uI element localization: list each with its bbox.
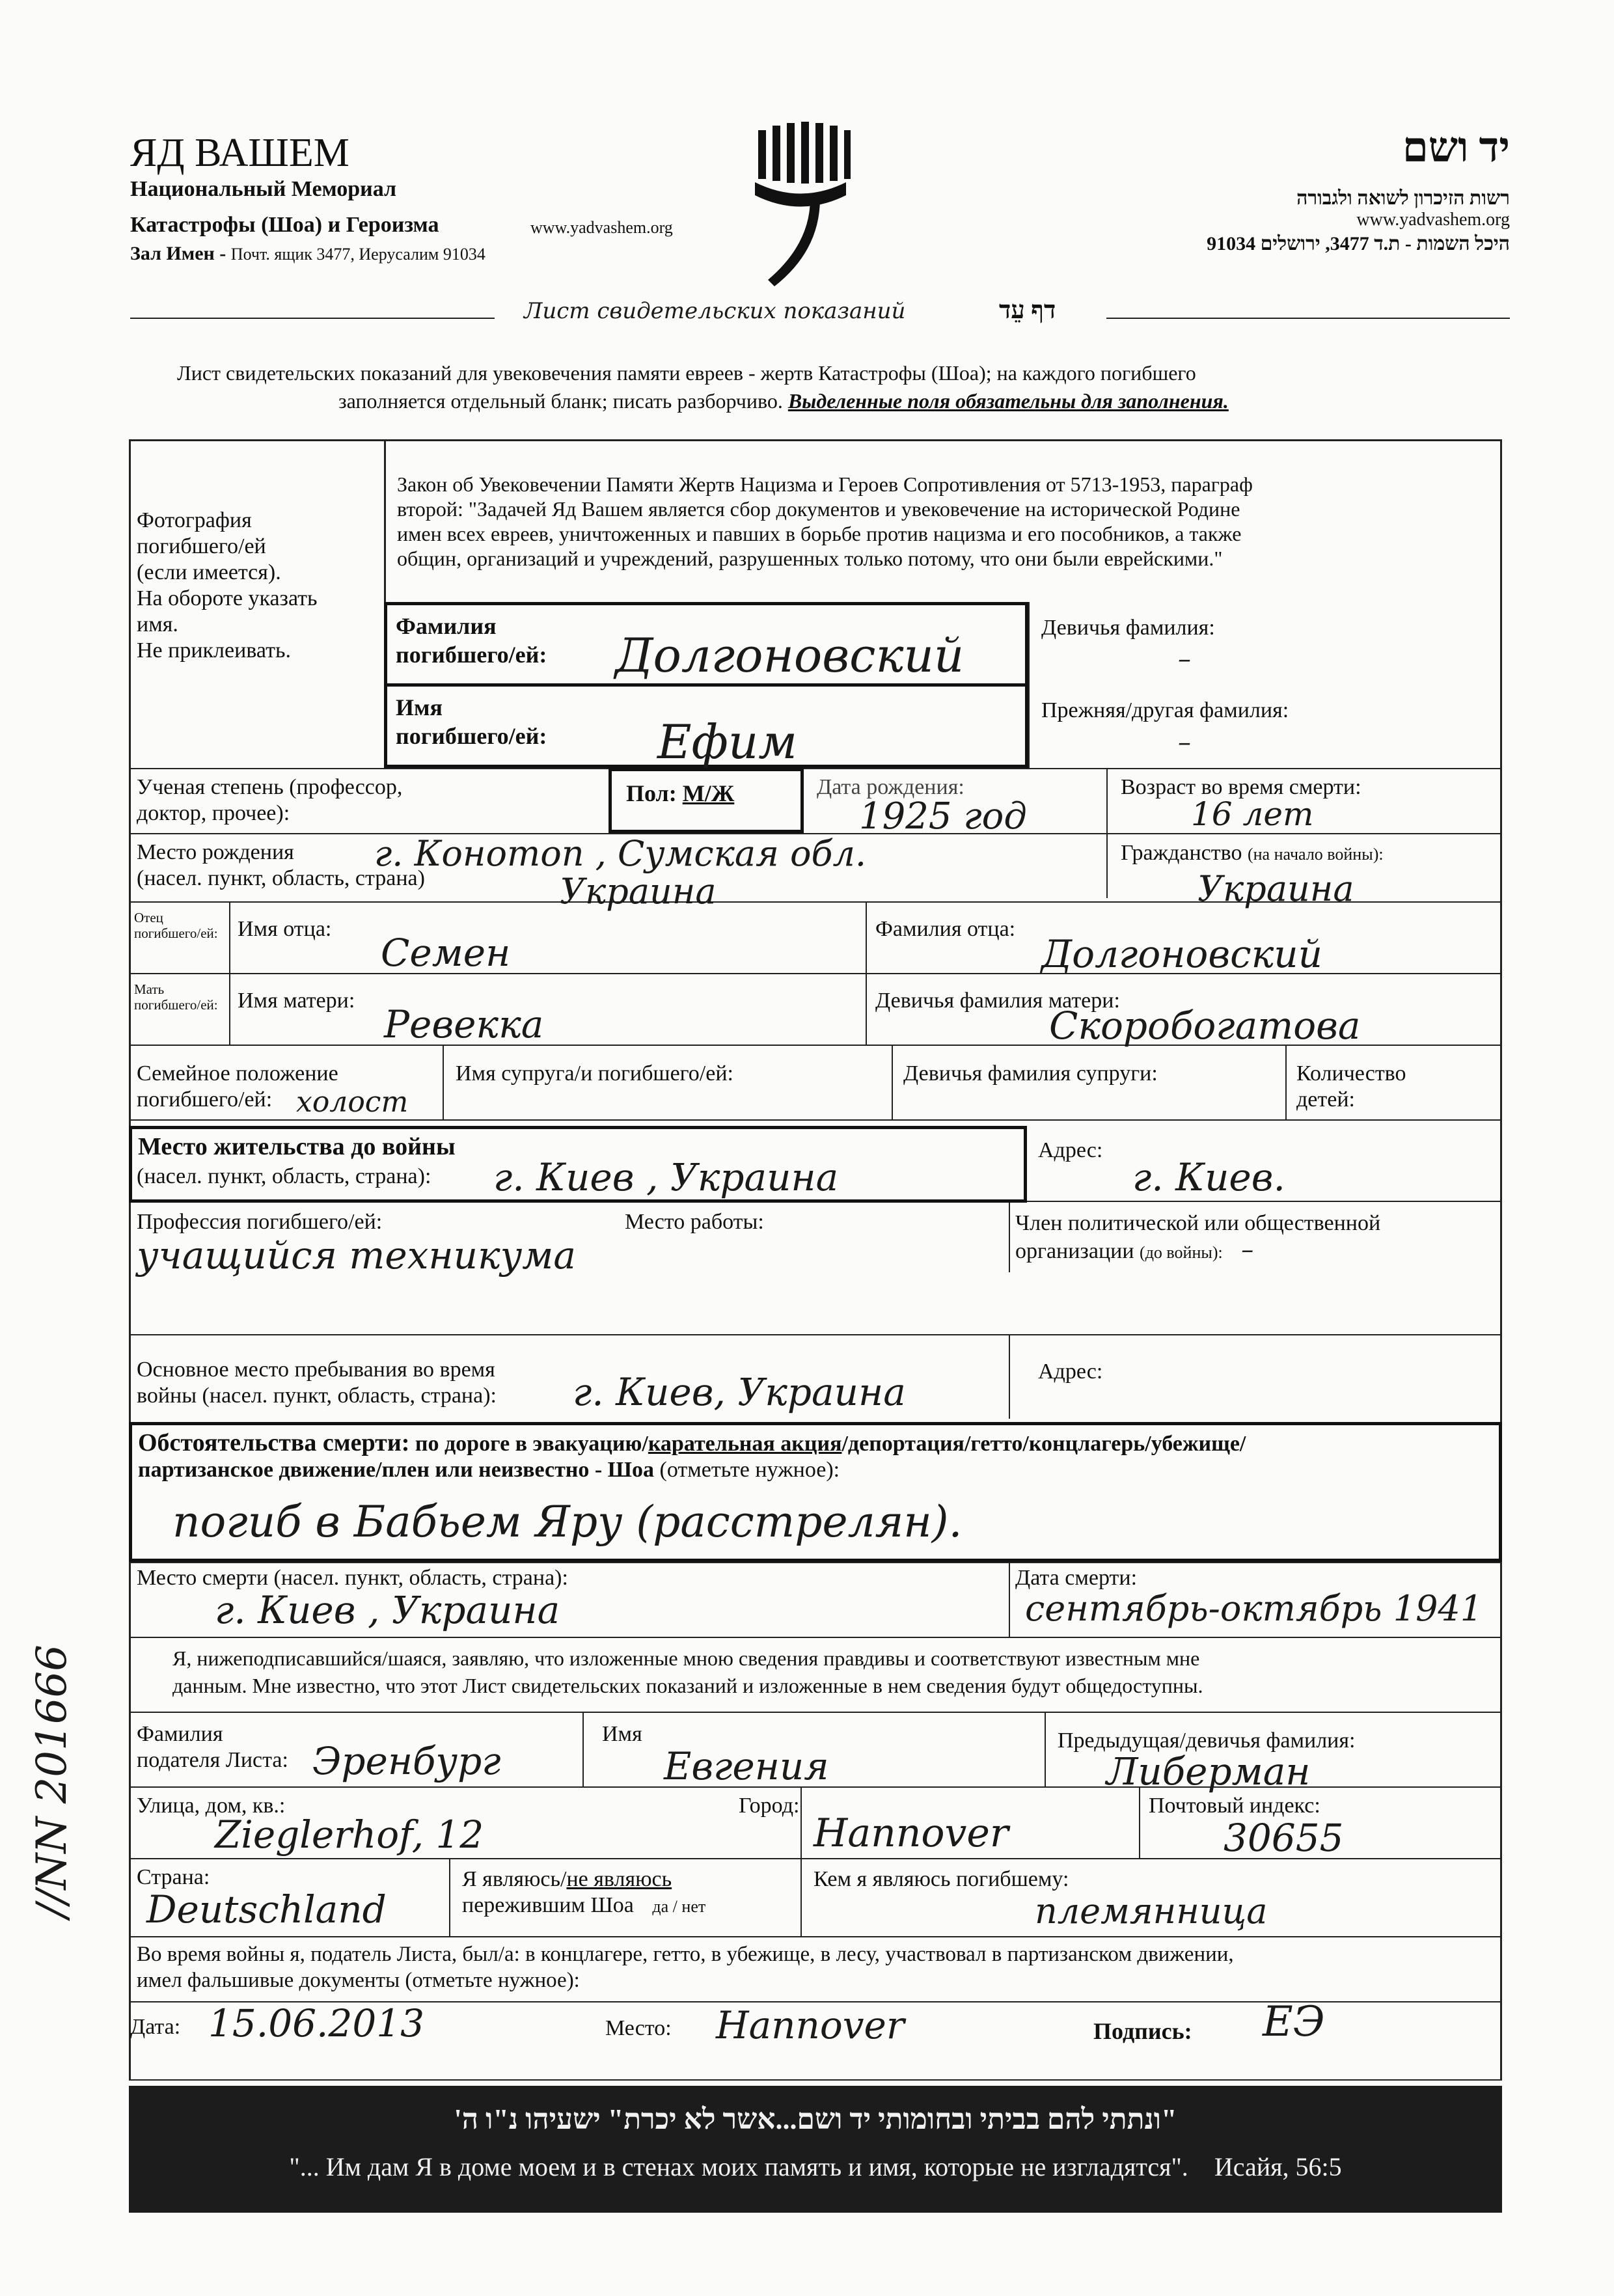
wartime-label-2: войны (насел. пункт, область, страна): — [137, 1384, 497, 1408]
workplace-label: Место работы: — [625, 1210, 764, 1234]
submitter-surname-label-1: Фамилия — [137, 1722, 223, 1746]
birth-date-label: Дата рождения: — [817, 775, 964, 799]
photo-note-line: имя. — [137, 612, 178, 636]
relation-value[interactable]: племянница — [1035, 1891, 1268, 1932]
surname-label-2: погибшего/ей: — [396, 642, 547, 668]
first-label-1: Имя — [396, 694, 443, 720]
survivor-yesno[interactable]: да / нет — [652, 1897, 706, 1916]
death-date-value[interactable]: сентябрь-октябрь 1941 — [1025, 1588, 1483, 1629]
mother-name-label: Имя матери: — [238, 989, 355, 1013]
intro-line2-wrap — [338, 389, 1229, 413]
prev-surname-value[interactable]: – — [1178, 728, 1191, 758]
sign-label: Подпись: — [1093, 2018, 1192, 2044]
death-place-value[interactable]: г. Киев , Украина — [215, 1588, 560, 1632]
citizenship-label-wrap — [1121, 841, 1384, 866]
mother-side-label: Мать погибшего/ей: — [134, 981, 218, 1013]
first-name-label — [396, 693, 547, 750]
submitter-surname-value[interactable]: Эренбург — [312, 1739, 501, 1783]
wartime-value[interactable]: г. Киев, Украина — [573, 1370, 906, 1414]
form-title-ru: Лист свидетельских показаний — [524, 298, 906, 324]
residence-address-value[interactable]: г. Киев. — [1132, 1155, 1285, 1199]
country-label: Страна: — [137, 1865, 210, 1889]
member-note: (до войны): — [1140, 1243, 1223, 1262]
photo-note — [137, 508, 381, 664]
law-line: второй: "Задачей Яд Вашем является сбор документов и увековечение на исторической Родине — [397, 497, 1240, 521]
relation-label: Кем я являюсь погибшему: — [814, 1867, 1069, 1891]
law-text — [397, 472, 1253, 571]
victim-first-name[interactable]: Ефим — [657, 715, 797, 769]
org-title-he: יד ושם — [1402, 124, 1510, 171]
profession-label: Профессия погибшего/ей: — [137, 1210, 383, 1234]
declaration — [172, 1645, 1203, 1699]
survivor-label-1a: Я являюсь/ — [462, 1867, 567, 1891]
residence-address-label: Адрес: — [1038, 1138, 1103, 1162]
profession-value[interactable]: учащийся техникума — [137, 1233, 576, 1278]
family-status-label-2: погибшего/ей: — [137, 1087, 273, 1112]
survivor-label — [462, 1866, 705, 1919]
degree-label — [137, 774, 402, 827]
sign-date-value[interactable]: 15.06.2013 — [208, 2001, 425, 2045]
submitter-prev-value[interactable]: Либерман — [1106, 1749, 1311, 1794]
wartime-label-1: Основное место пребывания во время — [137, 1358, 495, 1382]
maiden-label: Девичья фамилия: — [1041, 616, 1215, 640]
submitter-prev-label: Предыдущая/девичья фамилия: — [1058, 1729, 1356, 1753]
street-label: Улица, дом, кв.: — [137, 1794, 286, 1818]
birthplace-label-1: Место рождения — [137, 840, 294, 864]
zip-label: Почтовый индекс: — [1149, 1794, 1320, 1818]
sign-place-value[interactable]: Hannover — [716, 2003, 905, 2047]
country-value[interactable]: Deutschland — [146, 1887, 387, 1932]
degree-label-2: доктор, прочее): — [137, 801, 290, 825]
org-address — [130, 243, 486, 265]
city-label: Город: — [739, 1794, 800, 1818]
residence-label-2: (насел. пункт, область, страна): — [137, 1164, 431, 1188]
form-title-he: דף עֵד — [999, 297, 1056, 324]
org-website-left: www.yadvashem.org — [530, 218, 673, 237]
submitter-surname-label-2: подателя Листа: — [137, 1748, 288, 1772]
mother-maiden-label: Девичья фамилия матери: — [875, 989, 1120, 1013]
photo-note-line: На обороте указать — [137, 586, 318, 610]
death-circ-line2 — [138, 1458, 840, 1483]
father-surname-value[interactable]: Долгоновский — [1041, 932, 1322, 976]
children-label-1: Количество — [1296, 1061, 1406, 1086]
wartime-address-label: Адрес: — [1038, 1360, 1103, 1384]
birth-date-value[interactable]: 1925 год — [859, 795, 1027, 838]
submitter-name-value[interactable]: Евгения — [664, 1744, 829, 1788]
children-label — [1296, 1061, 1406, 1113]
member-value[interactable]: – — [1241, 1235, 1254, 1264]
wartime-submitter-line: Во время войны я, податель Листа, был/а: в концлагере, гетто, в убежище, в лесу, участвовал в партизанском движении, — [137, 1943, 1234, 1966]
law-line: Закон об Увековечении Памяти Жертв Нацизма и Героев Сопротивления от 5713-1953, параграф — [397, 472, 1253, 496]
sign-place-label: Место: — [605, 2016, 672, 2040]
photo-note-line: Не приклеивать. — [137, 638, 291, 663]
he-line1: רשות הזיכרון לשואה ולגבורה — [1296, 187, 1510, 209]
death-date-label: Дата смерти: — [1015, 1566, 1138, 1590]
death-circ-options-1: по дороге в эвакуацию/ — [415, 1432, 648, 1456]
he-line3: היכל השמות - ת.ד 3477, ירושלים 91034 — [1207, 233, 1510, 254]
signature[interactable]: ЕЭ — [1263, 1998, 1325, 2046]
death-circ-value[interactable]: погиб в Бабьем Яру (расстрелян). — [172, 1497, 963, 1547]
footer-ref: Исайя, 56:5 — [1214, 2152, 1342, 2181]
spouse-label: Имя супруга/и погибшего/ей: — [456, 1061, 733, 1086]
death-circ-options-underlined: карательная акция — [648, 1432, 842, 1456]
residence-label-bold: Место жительства до войны — [138, 1133, 456, 1160]
submitter-surname-label — [137, 1721, 288, 1773]
org-title-ru: ЯД ВАШЕМ — [130, 131, 349, 175]
footer-ru-line — [129, 2152, 1502, 2182]
mother-maiden-value[interactable]: Скоробогатова — [1049, 1004, 1361, 1048]
father-name-label: Имя отца: — [238, 917, 332, 941]
survivor-label-1b: не являюсь — [566, 1867, 672, 1891]
sex-label: Пол: — [626, 780, 677, 806]
surname-label — [396, 612, 547, 669]
survivor-line1 — [462, 1866, 705, 1893]
children-label-2: детей: — [1296, 1087, 1355, 1112]
age-value[interactable]: 16 лет — [1191, 795, 1314, 833]
law-line: имен всех евреев, уничтоженных и павших в борьбе против нацизма и его пособников, а также — [397, 522, 1242, 545]
footer-ru-quote: "... Им дам Я в доме моем и в стенах моих память и имя, которые не изгладятся". — [289, 2152, 1188, 2181]
menorah-icon — [748, 120, 853, 290]
family-status-value[interactable]: холост — [296, 1086, 409, 1119]
org-line3-rest: Почт. ящик 3477, Иерусалим 91034 — [230, 245, 486, 264]
member-label — [1015, 1210, 1380, 1264]
org-line3-bold: Зал Имен - — [130, 243, 226, 264]
sex-field[interactable] — [626, 780, 734, 807]
citizenship-note: (на начало войны): — [1247, 845, 1384, 864]
mother-name-value[interactable]: Ревекка — [384, 1002, 544, 1046]
father-side-label: Отец погибшего/ей: — [134, 910, 218, 941]
age-label: Возраст во время смерти: — [1121, 775, 1361, 799]
death-circ-options-3: партизанское движение/плен или неизвестно - Шоа — [138, 1458, 655, 1482]
zip-value[interactable]: 30655 — [1224, 1816, 1344, 1860]
death-circ-line1 — [138, 1428, 1246, 1457]
death-circ-note: (отметьте нужное): — [659, 1458, 840, 1482]
city-value[interactable]: Hannover — [814, 1811, 1009, 1856]
death-place-label: Место смерти (насел. пункт, область, страна): — [137, 1566, 568, 1590]
death-circ-options-2: /депортация/гетто/концлагерь/убежище/ — [841, 1432, 1246, 1456]
org-line2: Катастрофы (Шоа) и Героизма — [130, 213, 439, 237]
intro-line1: Лист свидетельских показаний для увековечения памяти евреев - жертв Катастрофы (Шоа); на каждого погибшего — [177, 361, 1196, 385]
citizenship-value[interactable]: Украина — [1197, 868, 1354, 909]
surname-label-1: Фамилия — [396, 613, 497, 639]
member-label-2: организации — [1015, 1239, 1134, 1263]
citizenship-label: Гражданство — [1121, 841, 1242, 865]
declaration-line: Я, нижеподписавшийся/шаяся, заявляю, что изложенные мною сведения правдивы и соответствуют известным мне — [172, 1647, 1200, 1670]
intro-line2: заполняется отдельный бланк; писать разборчиво. — [338, 389, 783, 413]
family-status-label-1: Семейное положение — [137, 1061, 338, 1086]
first-label-2: погибшего/ей: — [396, 723, 547, 749]
org-line1: Национальный Мемориал — [130, 177, 397, 201]
father-surname-label: Фамилия отца: — [875, 917, 1016, 941]
member-label-2-wrap — [1015, 1237, 1380, 1264]
birthplace-label-2: (насел. пункт, область, страна) — [137, 866, 425, 890]
sign-date-label: Дата: — [130, 2015, 181, 2039]
father-name-value[interactable]: Семен — [381, 931, 511, 975]
margin-note: //NN 201666 — [27, 1645, 76, 1918]
spouse-maiden-label: Девичья фамилия супруги: — [903, 1061, 1158, 1086]
wartime-label — [137, 1357, 497, 1409]
footer-banner — [129, 2086, 1502, 2213]
sex-options: М/Ж — [682, 780, 735, 806]
prev-surname-label: Прежняя/другая фамилия: — [1041, 698, 1289, 722]
birthplace-value-1[interactable]: г. Конотоп , Сумская обл. — [374, 833, 867, 874]
birthplace-value-2[interactable]: Украина — [560, 871, 717, 912]
wartime-submitter — [137, 1941, 1234, 1993]
photo-note-line: погибшего/ей — [137, 534, 266, 558]
victim-surname[interactable]: Долгоновский — [615, 628, 964, 683]
photo-note-line: Фотография — [137, 508, 252, 532]
member-label-1: Член политической или общественной — [1015, 1211, 1381, 1235]
law-line: общин, организаций и учреждений, разрушенных только потому, что они были еврейскими." — [397, 547, 1223, 570]
degree-label-1: Ученая степень (профессор, — [137, 775, 403, 799]
required-note: Выделенные поля обязательны для заполнения. — [787, 389, 1229, 413]
declaration-line: данным. Мне известно, что этот Лист свидетельских показаний и изложенные в нем сведения будут общедоступны. — [172, 1674, 1203, 1697]
wartime-submitter-line: имел фальшивые документы (отметьте нужное): — [137, 1969, 580, 1992]
street-value[interactable]: Zieglerhof, 12 — [215, 1812, 484, 1857]
survivor-line2 — [462, 1893, 705, 1919]
maiden-value[interactable]: – — [1178, 644, 1191, 674]
death-circ-label: Обстоятельства смерти: — [138, 1429, 410, 1456]
photo-note-line: (если имеется). — [137, 560, 281, 584]
he-website: www.yadvashem.org — [1356, 210, 1510, 230]
footer-he-quote: "ונתתי להם בביתי ובחומותי יד ושם...אשר לא יכרת" ישעיהו נ"ו ה' — [454, 2103, 1177, 2135]
survivor-label-2: пережившим Шоа — [462, 1893, 634, 1917]
residence-value[interactable]: г. Киев , Украина — [493, 1155, 839, 1199]
submitter-name-label: Имя — [602, 1722, 642, 1746]
